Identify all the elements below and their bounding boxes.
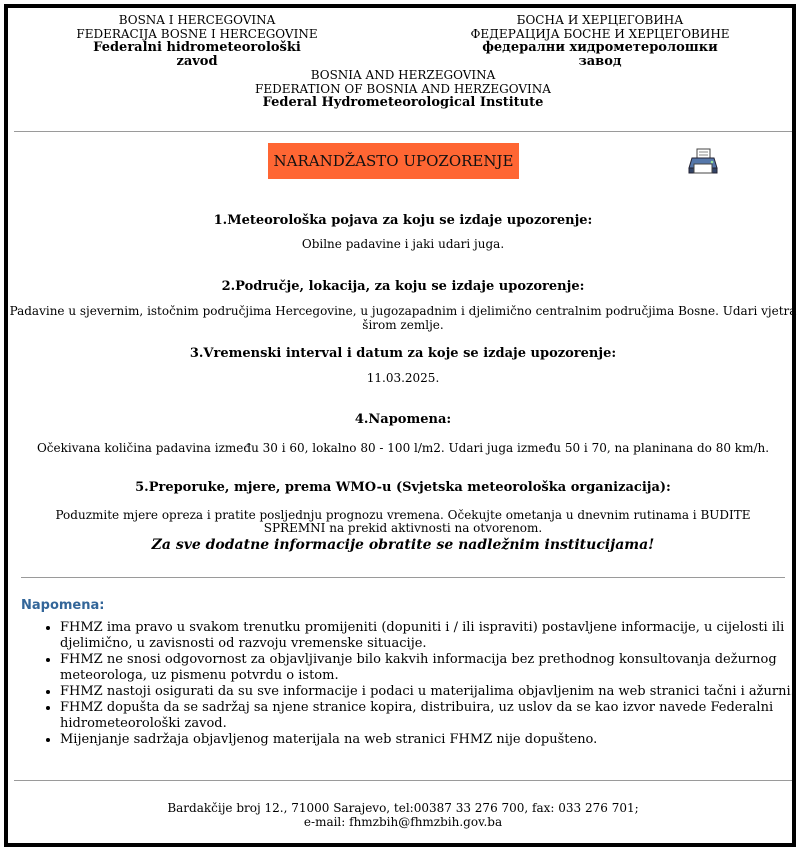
footer-email[interactable]: e-mail: fhmzbih@fhmzbih.gov.ba [303,815,503,829]
header-left-line-1: BOSNA I HERCEGOVINA [118,13,276,27]
header-left-line-3: Federalni hidrometeorološki zavod [93,40,301,69]
section-2-body: Padavine u sjevernim, istočnim područjima Hercegovine, u jugozapadnim i djelimično centralnim područjima Bosne. Udari vjetra širom zemlje. [9,304,797,332]
header-divider [14,131,792,132]
section-4-title: 4.Napomena: [354,412,452,427]
list-item: • FHMZ ne snosi odgovornost za objavljivanje bilo kakvih informacija bez prethodnog konsultovanja dežurnog meteorologa, uz pismenu potvrdu o istom. [60,652,800,684]
section-2-title: 2.Područje, lokacija, za koju se izdaje upozorenje: [221,279,585,294]
section-5-title: 5.Preporuke, mjere, prema WMO-u (Svjetska meteorološka organizacija): [135,480,671,495]
list-item: • FHMZ ima pravo u svakom trenutku promijeniti (dopuniti i / ili ispraviti) postavljene informacije, u cijelosti ili djelimično, u zavisnosti od razvoju vremenske situacije. [60,620,800,652]
header-center-line-1: BOSNIA AND HERZEGOVINA [310,68,496,82]
section-1-body: Obilne padavine i jaki udari juga. [301,237,505,251]
list-item: • FHMZ dopušta da se sadržaj sa njene stranice kopira, distribuira, uz uslov da se kao izvor navede Federalni hidrometeorološki zavod. [60,700,800,732]
header-right-line-1: БОСНА И ХЕРЦЕГОВИНА [516,13,684,27]
section-3-body: 11.03.2025. [366,371,440,385]
header-center [220,68,586,110]
header-center-line-3: Federal Hydrometeorological Institute [262,95,544,110]
notes-heading: Napomena: [21,598,105,613]
notes-list [20,620,800,748]
header-right-line-3: федерални хидрометеролошки завод [482,40,718,69]
list-item: • FHMZ nastoji osigurati da su sve informacije i podaci u materijalima objavljenim na web stranici tačni i ažurni. [60,684,800,700]
footer-address: Bardakčije broj 12., 71000 Sarajevo, tel:00387 33 276 700, fax: 033 276 701; [167,801,639,815]
section-4-body: Očekivana količina padavina između 30 i 60, lokalno 80 - 100 l/m2. Udari juga između 50 i 70, na planinana do 80 km/h. [36,441,770,455]
header-center-line-2: FEDERATION OF BOSNIA AND HERZEGOVINA [255,82,551,96]
section-3-title: 3.Vremenski interval i datum za koje se izdaje upozorenje: [189,346,617,361]
recommendation-emphasis: Za sve dodatne informacije obratite se nadležnim institucijama! [151,537,655,553]
printer-icon[interactable] [688,148,718,176]
section-5-body: Poduzmite mjere opreza i pratite posljednju prognozu vremena. Očekujte ometanja u dnevnim rutinama i BUDITE SPREMNI na prekid aktivnosti na otvorenom. [55,508,751,535]
warning-level-badge: NARANDŽASTO UPOZORENJE [268,143,519,179]
header-right [470,13,730,69]
header-right-line-2: ФЕДЕРАЦИЈА БОСНЕ И ХЕРЦЕГОВИНЕ [470,27,730,41]
list-item: • Mijenjanje sadržaja objavljenog materijala na web stranici FHMZ nije dopušteno. [60,732,800,748]
header-left [72,13,322,69]
footer-divider [14,780,792,781]
header-left-line-2: FEDERACIJA BOSNE I HERCEGOVINE [76,27,318,41]
content-divider [21,577,785,578]
section-1-title: 1.Meteorološka pojava za koju se izdaje upozorenje: [213,213,593,228]
